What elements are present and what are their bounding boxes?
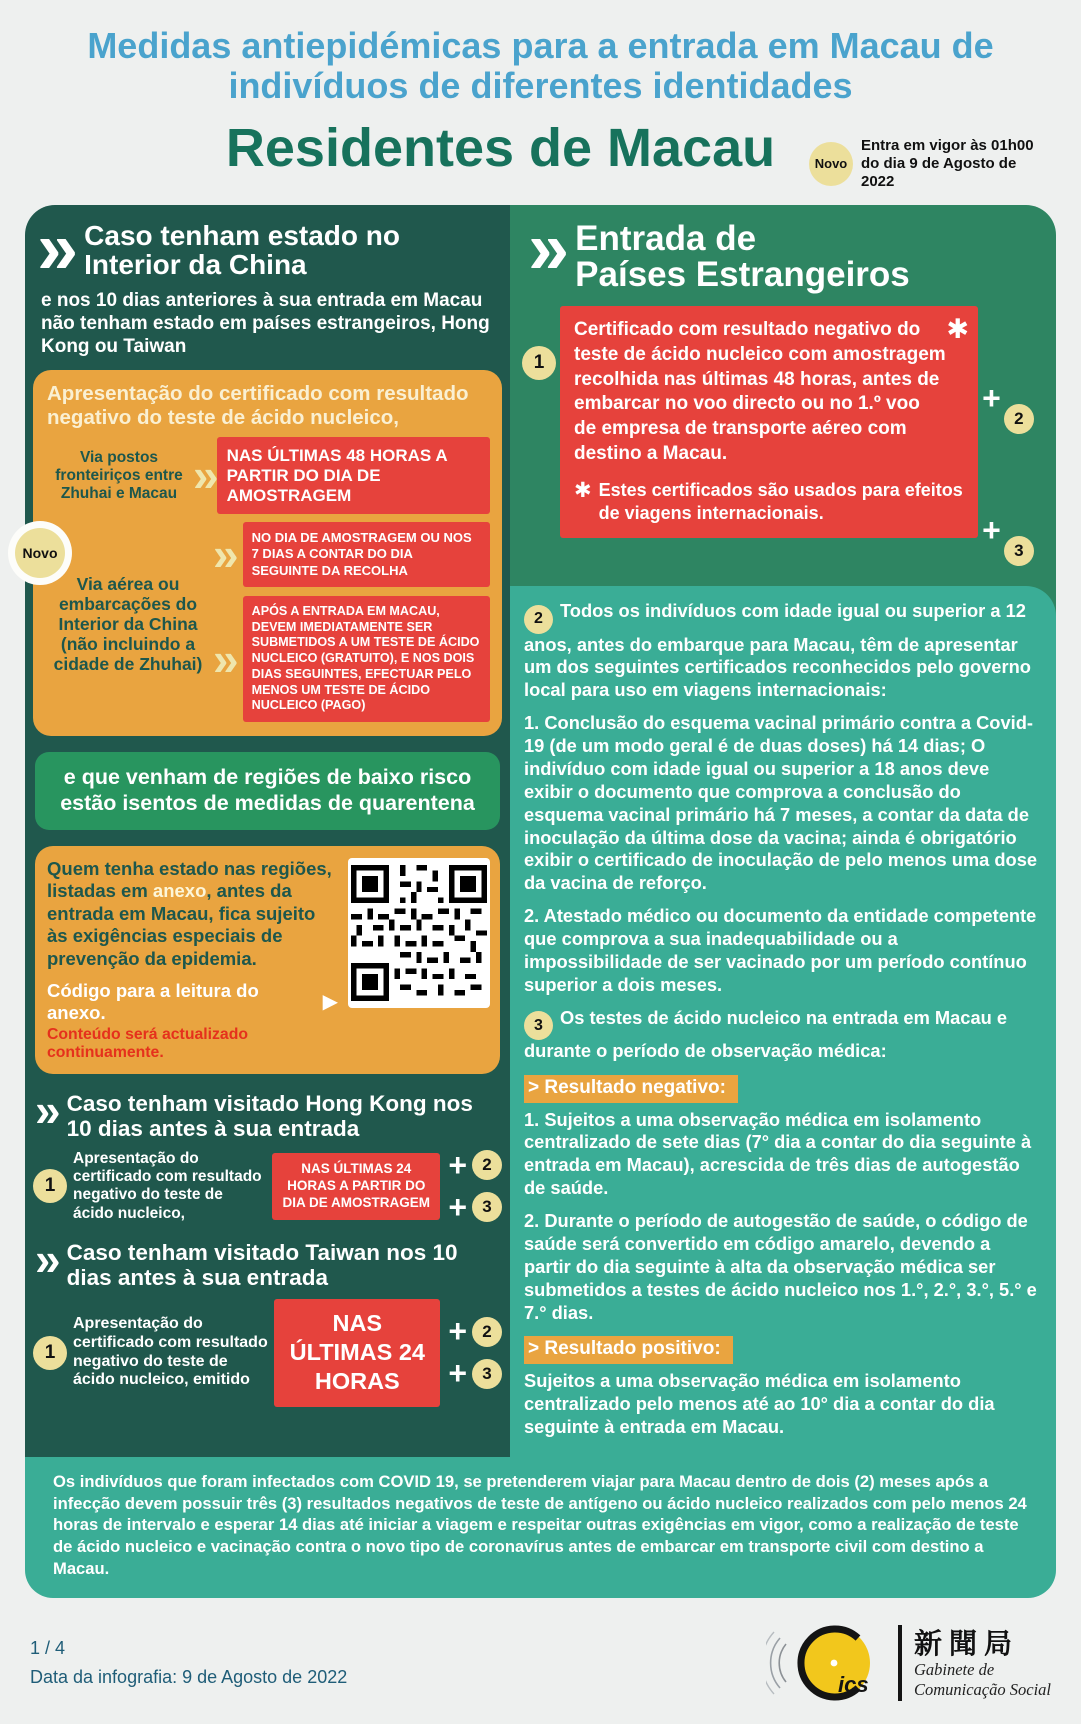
hongkong-step-text: Apresentação do certificado com resultado negativo do teste de ácido nucleico, [73, 1149, 262, 1222]
audience-title: Residentes de Macau [225, 117, 776, 178]
hongkong-step-row [33, 1146, 502, 1225]
chevron-right-icon: » [213, 528, 237, 581]
foreign-plus-badges [978, 364, 1042, 566]
step2-intro-text: Todos os indivíduos com idade igual ou superior a 12 anos, antes do embarque para Macau, têm de apresentar um dos seguintes certificados reconhecidos pelo governo local para uso em viagens internacionais: [524, 600, 1031, 701]
logo-chinese-name: 新聞局 [913, 1627, 1019, 1659]
foreign-entry-body [510, 586, 1056, 1457]
taiwan-plus-badges [448, 1312, 502, 1391]
negative-item1: 1. Sujeitos a uma observação médica em isolamento centralizado de sete dias (7° dia a contar do dia seguinte à entrada em Macau), acrescida de três dias de autogestão de saúde. [524, 1108, 1032, 1199]
china-section-head [33, 205, 502, 289]
arrow-right-icon: ▶ [322, 991, 338, 1014]
step-2-badge: 2 [472, 1317, 502, 1347]
step-2-badge: 2 [524, 605, 553, 634]
taiwan-step-text: Apresentação do certificado com resultado negativo do teste de ácido nucleico, emitido [73, 1314, 268, 1389]
hongkong-requirement: NAS ÚLTIMAS 24 HORAS A PARTIR DO DIA DE AMOSTRAGEM [272, 1153, 440, 1220]
annex-text-before: Quem tenha estado nas regiões, listadas em [47, 857, 332, 902]
infographic-date: Data da infografia: 9 de Agosto de 2022 [30, 1667, 348, 1688]
taiwan-step-row [33, 1299, 502, 1407]
requirement-item [211, 596, 490, 722]
annex-box [35, 846, 500, 1075]
annex-word-highlight: anexo [152, 880, 207, 902]
plus-icon: + [448, 1354, 467, 1391]
foreign-step1-row [524, 306, 1042, 566]
chevron-right-icon: » [35, 1084, 59, 1137]
step-1-badge: 1 [33, 1169, 67, 1203]
page-title: Medidas antiepidémicas para a entrada em Macau de indivíduos de diferentes identidades [87, 25, 994, 107]
step-2-badge: 2 [472, 1150, 502, 1180]
air-sea-requirement-2: APÓS A ENTRADA EM MACAU, DEVEM IMEDIATAMENTE SER SUBMETIDOS A UM TESTE DE ÁCIDO NUCLEICO (GRATUITO), E NOS DOIS DIAS SEGUINTES, EFECTUAR PELO MENOS UM TESTE DE ÁCIDO NUCLEICO (PAGO) [243, 596, 490, 722]
step-2-badge: 2 [1004, 404, 1034, 434]
plus-step-2 [982, 364, 1038, 434]
foreign-heading-line1: Entrada de [575, 218, 757, 258]
negative-item2: 2. Durante o período de autogestão de saúde, o código de saúde será convertido em código amarelo, devendo a partir do dia seguinte à alta da observação médica ser submetidos a testes de ácido nucleico nos 1.°, 2.°, 3.°, 5.° e 7.° dias. [524, 1210, 1037, 1323]
plus-step-3 [982, 496, 1038, 566]
foreign-heading-line2: Países Estrangeiros [575, 255, 910, 295]
plus-step-2 [448, 1312, 502, 1349]
gcs-logo [766, 1620, 1051, 1706]
certificate-footnote-text: Estes certificados são usados para efeitos de viagens internacionais. [598, 480, 963, 523]
foreign-section-head [524, 205, 1042, 295]
effective-date-text: Entra em vigor às 01h00 do dia 9 de Agosto de 2022 [861, 136, 1034, 190]
certificate-footnote [574, 479, 964, 524]
annex-paragraph [47, 858, 338, 971]
footer [0, 1598, 1081, 1724]
right-panel-foreign-countries [510, 205, 1056, 1457]
step2-item2: 2. Atestado médico ou documento da entidade competente que comprova a sua inadequabilidade ou a impossibilidade de ser vacinado por um período contínuo superior a dois meses. [524, 905, 1037, 995]
chevron-right-icon: » [528, 205, 566, 289]
taiwan-heading: Caso tenham visitado Taiwan nos 10 dias antes à sua entrada [66, 1240, 458, 1290]
air-sea-row [22, 522, 490, 722]
novo-badge: Novo [15, 528, 65, 578]
qr-code [348, 858, 490, 1008]
plus-icon: + [448, 1188, 467, 1225]
chevron-right-icon: » [35, 1233, 59, 1286]
foreign-certificate-text: Certificado com resultado negativo do teste de ácido nucleico com amostragem recolhida nas últimas 48 horas, antes de embarcar no voo directo ou no 1.º voo de empresa de transporte aéreo com destino a Macau. [574, 319, 946, 464]
page-number: 1 / 4 [30, 1638, 66, 1659]
gcs-logo-icon [766, 1620, 886, 1706]
plus-step-3 [448, 1188, 502, 1225]
asterisk-icon: ✱ [574, 479, 592, 503]
requirement-item [211, 522, 490, 587]
step-3-badge: 3 [472, 1359, 502, 1389]
effective-note [809, 137, 1051, 191]
air-sea-label: Via aérea ou embarcações do Interior da China (não incluindo a cidade de Zhuhai) [53, 573, 203, 675]
header [0, 0, 1081, 201]
taiwan-requirement: NAS ÚLTIMAS 24 HORAS [274, 1299, 440, 1407]
positive-result-label: > Resultado positivo: [524, 1336, 733, 1364]
novo-badge: Novo [809, 142, 853, 186]
logo-portuguese-line1: Gabinete de [913, 1660, 995, 1680]
foreign-certificate-box [560, 306, 978, 538]
chevron-right-icon: » [37, 205, 75, 289]
negative-result-label: > Resultado negativo: [524, 1075, 738, 1103]
china-heading: Caso tenham estado no Interior da China [84, 219, 400, 281]
qr-caption-row [47, 980, 338, 1024]
plus-icon: + [448, 1312, 467, 1349]
main-columns [22, 205, 1056, 1457]
logo-portuguese-line2: Comunicação Social [913, 1679, 1051, 1699]
hongkong-plus-badges [448, 1146, 502, 1225]
step2-intro [524, 600, 1040, 702]
foreign-heading [575, 218, 910, 295]
hongkong-section-head [33, 1084, 502, 1142]
step-1-badge: 1 [522, 346, 556, 380]
qr-caption: Código para a leitura do anexo. [47, 980, 259, 1024]
border-crossing-requirement: NAS ÚLTIMAS 48 HORAS A PARTIR DO DIA DE AMOSTRAGEM [217, 437, 490, 514]
taiwan-section-head [33, 1233, 502, 1291]
air-sea-requirement-1: NO DIA DE AMOSTRAGEM OU NOS 7 DIAS A CONTAR DO DIA SEGUINTE DA RECOLHA [243, 522, 490, 587]
covid-reinfection-note: Os indivíduos que foram infectados com COVID 19, se pretenderem viajar para Macau dentro de dois (2) meses após a infecção devem possuir três (3) resultados negativos de teste de antígeno ou ácido nucleico realizados com pelo menos 24 horas de intervalo e esperar 14 dias até iniciar a viagem e respeitar outras exigências em vigor, como a realização de teste de ácido nucleico e vacinação contra o novo tipo de coronavírus antes de embarcar em transporte civil com destino a Macau. [25, 1457, 1056, 1598]
air-sea-requirements [211, 522, 490, 722]
step3-intro [524, 1007, 1040, 1063]
step2-item1: 1. Conclusão do esquema vacinal primário contra a Covid-19 (de um modo geral é de duas doses) há 14 dias; O indivíduo com idade igual ou superior a 18 anos deve exibir o documento que comprova a conclusão do esquema vacinal primário há 7 meses, a contar da data de inoculação da última dose da vacina; ainda é obrigatório exibir o certificado de inoculação de pelo menos uma dose da vacina de reforço. [524, 712, 1038, 894]
low-risk-exemption-box: e que venham de regiões de baixo risco estão isentos de medidas de quarentena [35, 752, 500, 830]
step3-intro-text: Os testes de ácido nucleico na entrada em Macau e durante o período de observação médica: [524, 1006, 1008, 1062]
plus-icon: + [982, 512, 1001, 549]
china-intro: e nos 10 dias anteriores à sua entrada em Macau não tenham estado em países estrangeiros, Hong Kong ou Taiwan [41, 289, 490, 357]
step-3-badge: 3 [1004, 536, 1034, 566]
plus-step-3 [448, 1354, 502, 1391]
step-3-badge: 3 [472, 1192, 502, 1222]
qr-update-note: Conteúdo será actualizado continuamente. [47, 1026, 249, 1062]
hongkong-heading: Caso tenham visitado Hong Kong nos 10 dias antes à sua entrada [66, 1091, 473, 1142]
chevron-right-icon: » [213, 632, 237, 685]
positive-text: Sujeitos a uma observação médica em isolamento centralizado pelo menos até ao 10° dia a contar do dia seguinte à entrada em Macau. [524, 1370, 995, 1437]
certificate-title: Apresentação do certificado com resultado negativo do teste de ácido nucleico, [47, 382, 469, 429]
plus-icon: + [982, 380, 1001, 417]
chevron-right-icon: » [193, 449, 217, 502]
foreign-entry-top [510, 205, 1056, 587]
annex-text-after: , antes da entrada em Macau, fica sujeito às exigências especiais de prevenção da epidemia. [47, 880, 316, 969]
plus-step-2 [448, 1146, 502, 1183]
border-crossing-row [45, 437, 490, 514]
step-3-badge: 3 [524, 1011, 553, 1040]
border-crossing-label: Via postos fronteiriços entre Zhuhai e Macau [55, 449, 183, 502]
logo-text [914, 1627, 1051, 1700]
subtitle-row [0, 117, 1081, 201]
left-panel-mainland-china [22, 205, 510, 1457]
certificate-box [22, 370, 502, 736]
asterisk-icon: ✱ [946, 314, 969, 345]
step-1-badge: 1 [33, 1336, 67, 1370]
annex-text [47, 858, 338, 1063]
footer-meta [30, 1634, 347, 1692]
logo-divider [898, 1625, 902, 1701]
svg-text:ics: ics [837, 1672, 869, 1698]
plus-icon: + [448, 1146, 467, 1183]
